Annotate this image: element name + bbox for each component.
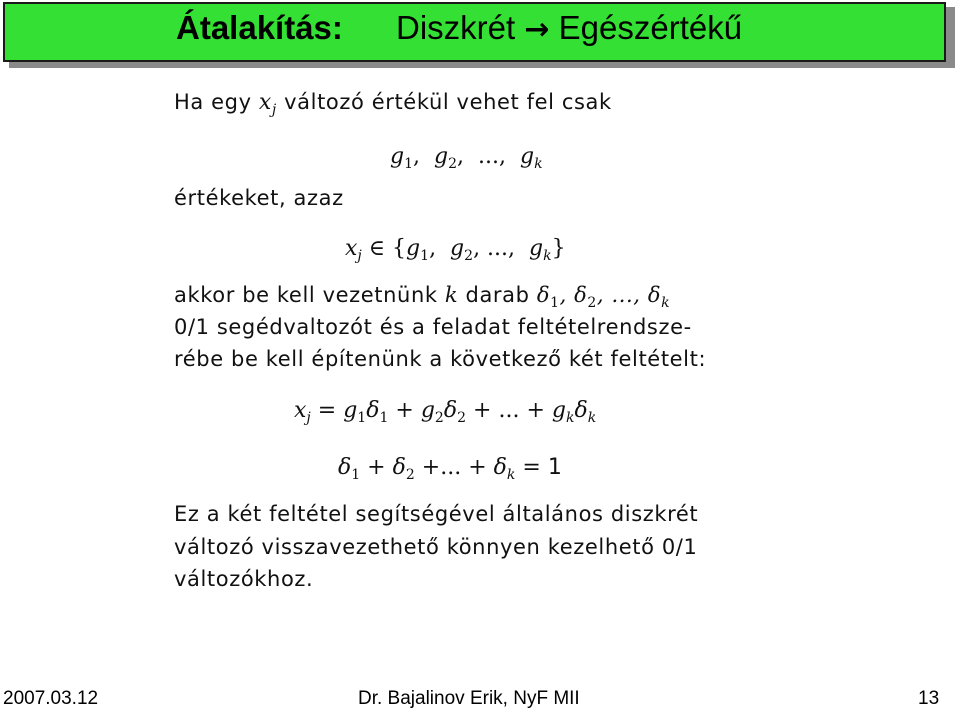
eq2-close: } <box>551 236 566 261</box>
eq2-g2-sub: 2 <box>464 248 474 264</box>
g2-letter: g <box>434 144 449 169</box>
eq3-g1: g <box>343 398 358 423</box>
p1-text-b: változó értékül vehet fel csak <box>284 90 612 114</box>
paragraph-line-5: rébe be kell építenünk a következő két feltételt: <box>174 347 707 371</box>
eq4-equals: = <box>522 455 541 480</box>
eq3-gk-sub: k <box>565 410 575 426</box>
eq2-x: x <box>345 236 358 261</box>
eq2-g1-sub: 1 <box>420 248 430 264</box>
eq2-x-sub: j <box>357 248 362 264</box>
eq4-d2-sub: 2 <box>405 467 415 483</box>
eq4-d2: δ <box>392 455 406 480</box>
p3-text-a: akkor be kell vezetnünk <box>174 283 438 307</box>
delta-1-sub: 1 <box>550 295 560 311</box>
eq3-dk: δ <box>574 398 588 423</box>
equation-sum-one <box>338 455 562 483</box>
paragraph-line-2: értékeket, azaz <box>174 186 344 210</box>
eq3-d2: δ <box>443 398 458 423</box>
paragraph-line-4: 0/1 segédvaltozót és a feladat feltételrendsze- <box>174 315 692 339</box>
eq4-dots: ... <box>440 455 462 480</box>
eq3-x: x <box>294 398 307 423</box>
title-left: Diszkrét <box>396 9 516 46</box>
gk-letter: g <box>520 144 535 169</box>
p3-k: k <box>444 283 459 307</box>
eq4-dk-sub: k <box>506 467 516 483</box>
eq4-plus-1: + <box>367 455 386 480</box>
delta-2-sub: 2 <box>587 295 597 311</box>
paragraph-line-8: változókhoz. <box>174 567 314 591</box>
eq4-plus-3: + <box>468 455 487 480</box>
delta-list: $\delta_1$, $\delta_2$, ..., $\delta_k$ <box>536 283 671 311</box>
eq3-dots: ... <box>498 398 520 423</box>
paragraph-line-7: változó visszavezethető könnyen kezelhető 0/1 <box>174 535 698 559</box>
eq3-plus-2: + <box>473 398 492 423</box>
p1-text-a: Ha egy <box>174 90 252 114</box>
eq3-x-sub: j <box>306 410 311 426</box>
g1-sub: 1 <box>404 156 414 172</box>
eq3-dk-sub: k <box>587 410 597 426</box>
equation-linear-combination <box>294 398 596 426</box>
eq4-plus-2: + <box>421 455 441 480</box>
eq2-gk-sub: k <box>543 248 552 264</box>
eq3-d1: δ <box>366 398 380 423</box>
paragraph-line-3 <box>174 283 670 311</box>
delta-2-letter: δ <box>574 283 588 307</box>
eq3-gk: g <box>551 398 566 423</box>
var-x-sub: j <box>271 102 277 118</box>
paragraph-line-6: Ez a két feltétel segítségével általános diszkrét <box>174 502 699 526</box>
paragraph-line-1 <box>174 90 612 118</box>
footer-author: Dr. Bajalinov Erik, NyF MII <box>358 688 580 709</box>
eq3-equals: = <box>317 398 337 423</box>
eq3-plus-3: + <box>526 398 545 423</box>
eq3-d2-sub: 2 <box>457 410 467 426</box>
equation-membership: $x_j$ ∈ {$g_1$, $g_2$, ..., $g_k$} <box>345 236 566 264</box>
eq3-g2-sub: 2 <box>434 410 444 426</box>
footer-page-number: 13 <box>918 688 940 709</box>
eq4-one: 1 <box>547 455 562 480</box>
eq3-g2: g <box>420 398 435 423</box>
equation-values-list <box>390 144 543 172</box>
eq4-dk: δ <box>493 455 507 480</box>
delta-1-letter: δ <box>536 283 551 307</box>
eq2-in: ∈ { <box>368 236 407 261</box>
eq4-d1: δ <box>338 455 352 480</box>
footer-date: 2007.03.12 <box>3 688 99 709</box>
sep-2: , <box>457 144 465 169</box>
delta-k-letter: δ <box>647 283 662 307</box>
g1-letter: g <box>390 144 405 169</box>
g2-sub: 2 <box>448 156 458 172</box>
eq2-g2: g <box>450 236 465 261</box>
eq4-d1-sub: 1 <box>351 467 361 483</box>
title-right: Egészértékű <box>558 9 743 46</box>
sep-1: , <box>413 144 421 169</box>
gk-sub: k <box>534 156 543 172</box>
dots: ..., <box>478 144 507 169</box>
var-x-letter: x <box>258 90 272 115</box>
delta-k-sub: k <box>661 295 671 311</box>
right-arrow-icon: → <box>524 12 550 47</box>
title-bold: Átalakítás: <box>176 9 343 46</box>
eq3-g1-sub: 1 <box>357 410 367 426</box>
eq2-g1: g <box>406 236 421 261</box>
eq2-gk: g <box>529 236 544 261</box>
var-x <box>258 90 277 118</box>
p3-text-b: darab <box>465 283 530 307</box>
eq3-plus-1: + <box>395 398 414 423</box>
eq3-d1-sub: 1 <box>379 410 389 426</box>
